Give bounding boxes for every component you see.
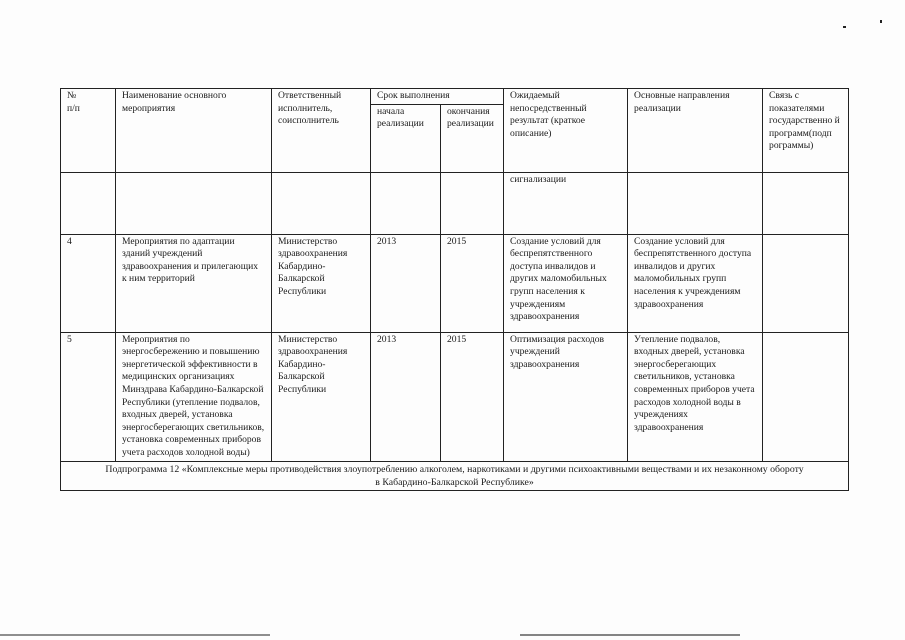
- cell-end: 2015: [441, 332, 504, 461]
- cell-end: [441, 172, 504, 234]
- cell-directions: [628, 172, 763, 234]
- cell-executor: Министерство здравоохранения Кабардино-Балкарской Республики: [272, 234, 371, 332]
- cell-result: Создание условий для беспрепятственного доступа инвалидов и других маломобильных групп населения к учреждениям здравоохранения: [504, 234, 628, 332]
- cell-executor: Министерство здравоохранения Кабардино-Балкарской Республики: [272, 332, 371, 461]
- cell-executor: [272, 172, 371, 234]
- header-directions: Основные направления реализации: [628, 89, 763, 173]
- measures-table: [60, 88, 849, 491]
- cell-link: [763, 332, 849, 461]
- cell-start: 2013: [371, 332, 441, 461]
- cell-result: сигнализации: [504, 172, 628, 234]
- scan-speck: [843, 26, 846, 28]
- table-row: [61, 172, 849, 234]
- scan-speck: [880, 20, 882, 23]
- cell-directions: Утепление подвалов, входных дверей, установка энергосберегающих светильников, установка современных приборов учета расходов холодной воды в учреждениях здравоохранения: [628, 332, 763, 461]
- cell-num: 4: [61, 234, 116, 332]
- cell-name: Мероприятия по адаптации зданий учреждений здравоохранения и прилегающих к ним территорий: [116, 234, 272, 332]
- header-result: Ожидаемый непосредственный результат (краткое описание): [504, 89, 628, 173]
- subprogram-row: [61, 461, 849, 490]
- cell-num: [61, 172, 116, 234]
- header-name: Наименование основного мероприятия: [116, 89, 272, 173]
- cell-directions: Создание условий для беспрепятственного доступа инвалидов и других маломобильных групп населения к учреждениям здравоохранения: [628, 234, 763, 332]
- scan-edge-line: [0, 634, 270, 636]
- table-header-row: [61, 89, 849, 105]
- header-start: начала реализации: [371, 104, 441, 172]
- table-row: [61, 332, 849, 461]
- scan-edge-line: [520, 634, 740, 636]
- cell-name: Мероприятия по энергосбережению и повышению энергетической эффективности в медицинских организациях Минздрава Кабардино-Балкарской Республики (утепление подвалов, входных дверей, установка энергосберегающих светильников, установка современных приборов учета расходов холодной воды): [116, 332, 272, 461]
- header-end: окончания реализации: [441, 104, 504, 172]
- table-row: [61, 234, 849, 332]
- cell-num: 5: [61, 332, 116, 461]
- cell-end: 2015: [441, 234, 504, 332]
- subprogram-title: [61, 461, 849, 490]
- header-link: Связь с показателями государственно й программ(подп рограммы): [763, 89, 849, 173]
- subprogram-line-1: Подпрограмма 12 «Комплексные меры противодействия злоупотреблению алкоголем, наркотиками и другими психоактивными веществами и их незаконному обороту: [105, 463, 804, 475]
- header-period: Срок выполнения: [371, 89, 504, 105]
- cell-result: Оптимизация расходов учреждений здравоохранения: [504, 332, 628, 461]
- header-executor: Ответственный исполнитель, соисполнитель: [272, 89, 371, 173]
- header-num: № п/п: [61, 89, 116, 173]
- cell-start: [371, 172, 441, 234]
- cell-link: [763, 234, 849, 332]
- subprogram-line-2: в Кабардино-Балкарской Республике»: [375, 476, 534, 488]
- cell-name: [116, 172, 272, 234]
- cell-start: 2013: [371, 234, 441, 332]
- cell-link: [763, 172, 849, 234]
